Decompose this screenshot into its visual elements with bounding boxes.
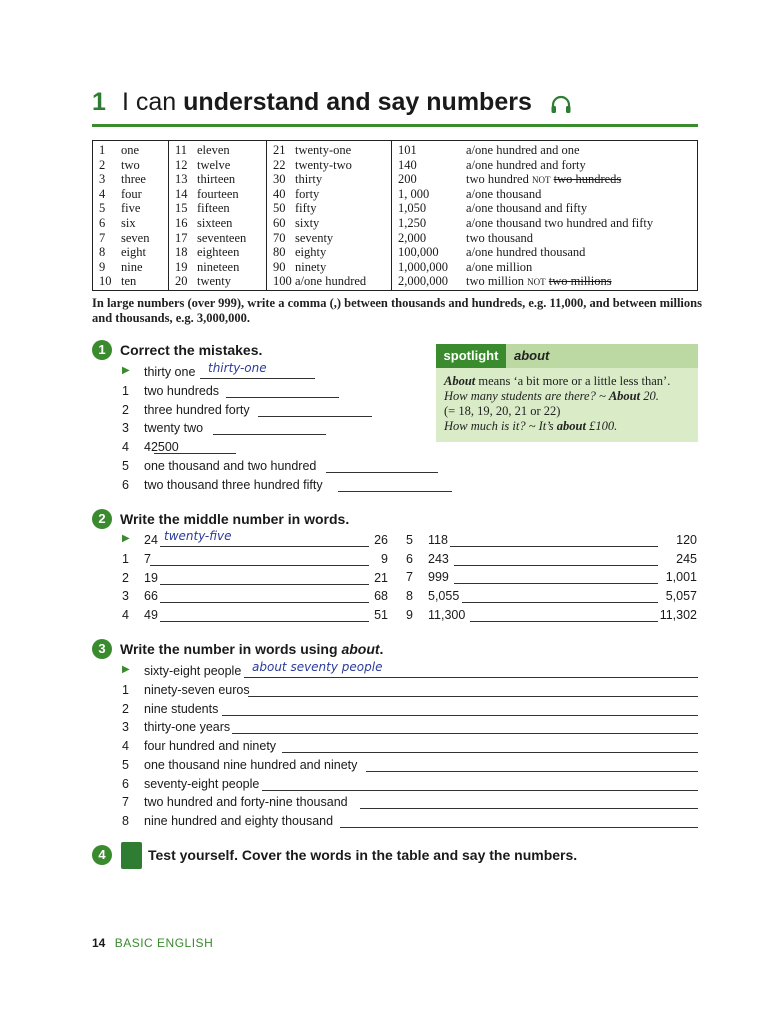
number-word: one [121,143,140,157]
number-word [466,216,653,231]
numeral: 15 [175,201,188,216]
table-row [93,231,168,246]
example-arrow-icon: ▶ [122,533,130,544]
item-prompt: three hundred forty [144,402,250,417]
section-title [122,88,532,117]
number-word: six [121,216,136,230]
table-row [267,216,391,231]
left-number: 24 [144,533,158,547]
answer-blank[interactable] [222,715,698,716]
item-prompt: two thousand three hundred fifty [144,477,323,492]
numeral: 60 [273,216,286,230]
section-number: 1 [92,88,106,116]
table-row [392,158,698,173]
numeral: 16 [175,216,188,230]
number-word: five [121,201,141,216]
table-row [169,231,266,246]
numeral: 1,000,000 [398,259,448,274]
number-word: eighty [295,245,327,260]
numeral: 10 [99,274,112,289]
answer-blank[interactable] [232,733,698,734]
item-prompt: two hundred and forty-nine thousand [144,795,348,810]
item-number: 4 [122,739,129,754]
numeral: 22 [273,157,286,172]
numeral: 6 [99,216,106,230]
number-word-correct: a/one million [466,259,533,274]
answer-blank[interactable] [326,472,438,473]
table-row [267,274,391,289]
number-word: eighteen [197,245,240,260]
numeral: 7 [99,230,106,245]
item-number: 4 [122,440,129,455]
item-number: 5 [122,757,129,772]
number-word: two [121,157,140,172]
headphones-icon [550,95,572,115]
numeral: 14 [175,186,188,201]
table-row [267,158,391,173]
left-number: 7 [144,552,151,566]
spotlight-range: (= 18, 19, 20, 21 or 22) [444,404,561,418]
item-prompt: nine hundred and eighty thousand [144,813,334,828]
numeral: 90 [273,259,286,274]
exercise-number-badge: 1 [92,340,112,360]
answer-blank[interactable] [258,416,372,417]
number-word: ninety [295,259,327,274]
right-number: 68 [374,589,388,604]
number-word: thirty [295,172,323,187]
answer-blank[interactable] [200,378,315,379]
numeral: 1,050 [398,201,427,216]
exercise-2-heading: Write the middle number in words. [120,511,350,527]
number-word: thirteen [197,172,236,187]
left-number: 49 [144,608,158,623]
answer-blank[interactable] [470,621,658,622]
numeral: 4 [99,186,106,201]
spotlight-body [444,374,696,434]
item-number: 6 [122,776,129,791]
table-column-large-numbers [392,141,698,290]
table-row [169,260,266,275]
number-word [466,187,541,202]
number-word: twenty-two [295,157,352,172]
wrong-form: two millions [548,274,612,289]
answer-blank[interactable] [226,397,339,398]
number-word-correct: a/one hundred and forty [466,157,586,172]
number-word: sixty [295,216,320,230]
number-word-correct: a/one thousand and fifty [466,201,588,216]
answer-blank[interactable] [450,546,658,547]
numeral: 19 [175,259,188,274]
table-row [392,187,698,202]
book-icon [121,842,142,869]
table-row [169,143,266,158]
answer-blank[interactable] [160,546,369,547]
spotlight-header [436,344,698,368]
answer-blank[interactable] [262,790,698,791]
numeral: 11 [175,143,188,157]
answer-blank[interactable] [360,808,698,809]
table-row [392,231,698,246]
answer-blank[interactable] [282,752,698,753]
answer-blank[interactable] [248,696,698,697]
number-word: forty [295,186,320,201]
spotlight-q1-about: About [608,389,641,403]
item-number: 5 [406,533,413,547]
table-row [392,260,698,275]
numeral: 1 [99,143,106,157]
exercise-number-badge: 4 [92,845,112,865]
left-number: 11,300 [428,607,466,622]
number-word: fifteen [197,201,230,216]
item-prompt: 42500 [144,440,179,455]
right-number: 1,001 [665,570,697,585]
number-word [466,260,532,275]
table-row [169,245,266,260]
spotlight-q1: How many students are there? ~ [444,389,609,403]
table-row [392,216,698,231]
example-prompt: sixty-eight people [144,664,242,678]
numeral: 17 [175,230,188,245]
answer-blank[interactable] [160,584,369,585]
spotlight-q1-end: 20. [640,389,659,403]
book-title: BASIC ENGLISH [114,936,214,950]
item-number: 9 [406,607,413,622]
ex3-heading-a: Write the number in words using [120,641,342,657]
left-number: 5,055 [428,589,460,604]
numeral: 140 [398,157,417,172]
numeral: 2 [99,157,106,172]
right-number: 51 [374,608,388,623]
exercise-4-heading: Test yourself. Cover the words in the table and say the numbers. [148,847,578,863]
table-column-1-10 [93,141,169,290]
right-number: 120 [676,533,697,547]
item-prompt: ninety-seven euros [144,683,250,697]
handwritten-answer: twenty-five [164,529,232,543]
item-number: 7 [122,795,129,810]
numeral: 30 [273,172,286,187]
number-word: seven [121,230,150,245]
numeral: 12 [175,157,188,172]
page-number: 14 [92,936,106,950]
number-word: nineteen [197,259,240,274]
numeral: 21 [273,143,286,157]
number-word-correct: two hundred [466,172,529,187]
number-word-correct: a/one thousand [466,186,542,201]
number-word-correct: two million [466,274,524,289]
example-prompt: thirty one [144,365,196,379]
item-number: 7 [406,570,413,585]
item-number: 6 [122,477,129,492]
item-number: 8 [122,813,129,828]
left-number: 243 [428,551,449,566]
number-word-correct: a/one hundred and one [466,143,580,157]
table-row [169,201,266,216]
item-number: 8 [406,589,413,604]
spotlight-label: spotlight [436,344,506,368]
table-row [93,245,168,260]
exercise-3-heading [120,641,383,657]
exercise-number-badge: 2 [92,509,112,529]
item-number: 1 [122,384,129,398]
table-row [169,187,266,202]
table-row [169,158,266,173]
number-word: fifty [295,201,317,216]
item-number: 5 [122,458,129,473]
number-word: nine [121,259,143,274]
ex3-heading-end: . [379,641,384,657]
answer-blank[interactable] [338,491,452,492]
number-word: twenty [197,274,232,289]
not-marker: NOT [527,277,546,288]
numeral: 13 [175,172,188,187]
numeral: 2,000 [398,230,427,245]
right-number: 5,057 [665,589,697,604]
example-arrow-icon: ▶ [122,365,130,376]
numeral: 2,000,000 [398,274,448,289]
number-word [466,158,586,173]
answer-blank[interactable] [154,453,236,454]
table-row [93,201,168,216]
spotlight-q2-end: £100. [585,419,618,433]
item-number: 2 [122,570,129,585]
table-row [392,172,698,187]
table-column-11-20 [169,141,267,290]
item-number: 3 [122,589,129,604]
number-word: seventeen [197,230,247,245]
item-number: 2 [122,701,129,716]
number-word: seventy [295,230,334,245]
not-marker: NOT [531,175,551,186]
numeral: 5 [99,201,106,216]
table-row [267,245,391,260]
number-word: twelve [197,157,231,172]
item-prompt: twenty two [144,421,204,436]
table-row [267,172,391,187]
item-prompt: seventy-eight people [144,776,260,791]
answer-blank[interactable] [150,565,369,566]
number-word [466,274,612,290]
left-number: 118 [428,533,448,547]
item-prompt: one thousand nine hundred and ninety [144,757,358,772]
item-number: 1 [122,683,129,697]
right-number: 21 [374,570,388,585]
table-row [93,216,168,231]
item-number: 4 [122,608,129,623]
number-word [466,245,585,260]
table-row [93,172,168,187]
ex3-heading-about: about [341,641,380,657]
numeral: 1, 000 [398,186,430,201]
right-number: 245 [676,551,697,566]
numeral: 8 [99,245,106,260]
answer-blank[interactable] [244,677,698,678]
table-row [267,231,391,246]
number-word: four [121,186,142,201]
numbers-table [92,140,698,291]
number-word: eleven [197,143,230,157]
numeral: 200 [398,172,417,187]
answer-blank[interactable] [340,827,698,828]
item-number: 2 [122,402,129,417]
page-title [92,86,698,127]
table-row [93,187,168,202]
numeral: 100,000 [398,245,439,260]
numeral: 18 [175,245,188,260]
handwritten-answer: thirty-one [208,361,267,375]
table-row [93,260,168,275]
table-row [169,216,266,231]
left-number: 19 [144,570,158,585]
number-word-correct: a/one hundred thousand [466,245,586,260]
answer-blank[interactable] [160,621,369,622]
spotlight-about: About [444,374,476,388]
numeral: 40 [273,186,286,201]
table-row [267,143,391,158]
table-row [93,158,168,173]
exercise-1-heading: Correct the mistakes. [120,342,263,358]
numeral: 100 [273,274,292,289]
table-column-21-100 [267,141,392,290]
number-word: twenty-one [295,143,352,157]
handwritten-answer: about seventy people [252,660,383,674]
table-row [267,260,391,275]
exercise-number-badge: 3 [92,639,112,659]
number-word: sixteen [197,216,233,230]
table-row [392,245,698,260]
title-bold: understand and say numbers [183,88,532,116]
number-word: three [121,172,146,187]
table-row [169,172,266,187]
left-number: 999 [428,570,449,585]
item-prompt: four hundred and ninety [144,739,277,754]
number-word: ten [121,274,137,289]
answer-blank[interactable] [213,434,326,435]
right-number: 11,302 [659,607,697,622]
table-row [392,143,698,158]
answer-blank[interactable] [454,583,658,584]
number-word [466,201,587,216]
answer-blank[interactable] [160,602,369,603]
item-number: 3 [122,720,129,735]
answer-blank[interactable] [462,602,658,603]
page-footer [92,936,213,950]
spotlight-box [436,344,698,442]
spotlight-word: about [514,348,550,363]
example-arrow-icon: ▶ [122,664,130,675]
number-word [466,172,621,188]
right-number: 26 [374,533,388,547]
spotlight-q2-about: about [556,419,586,433]
spotlight-definition: means ‘a bit more or a little less than’. [475,374,671,388]
answer-blank[interactable] [366,771,698,772]
table-row [93,274,168,289]
numeral: 9 [99,259,106,274]
table-row [392,274,698,289]
item-number: 3 [122,421,129,436]
numeral: 80 [273,245,286,260]
numeral: 101 [398,143,417,157]
answer-blank[interactable] [454,565,658,566]
number-word [466,231,533,246]
number-word [466,143,580,158]
number-word-correct: a/one thousand two hundred and fifty [466,216,654,230]
table-row [169,274,266,289]
item-number: 1 [122,552,129,566]
number-word: a/one hundred [295,274,367,289]
left-number: 66 [144,589,158,604]
table-row [93,143,168,158]
table-row [267,201,391,216]
item-prompt: two hundreds [144,384,220,398]
title-prefix: I can [122,88,184,116]
comma-note: In large numbers (over 999), write a comma (,) between thousands and hundreds, e.g. 11,000, and between millions and thousands, e.g. 3,000,000. [92,296,702,325]
item-prompt: thirty-one years [144,720,231,735]
spotlight-q2: How much is it? ~ It’s [444,419,557,433]
numeral: 3 [99,172,106,187]
number-word-correct: two thousand [466,230,534,245]
table-row [267,187,391,202]
right-number: 9 [381,552,388,566]
number-word: eight [121,245,146,260]
number-word: fourteen [197,186,239,201]
numeral: 70 [273,230,286,245]
numeral: 1,250 [398,216,427,230]
numeral: 50 [273,201,286,216]
wrong-form: two hundreds [553,172,622,187]
table-row [392,201,698,216]
item-prompt: nine students [144,701,219,716]
item-number: 6 [406,551,413,566]
item-prompt: one thousand and two hundred [144,458,317,473]
numeral: 20 [175,274,188,289]
